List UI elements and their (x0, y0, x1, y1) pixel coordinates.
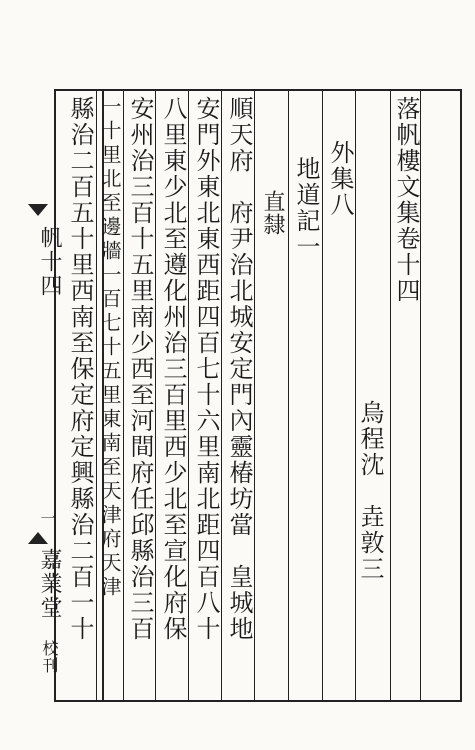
column-divider (188, 89, 189, 700)
column-divider (288, 89, 289, 700)
column-divider (355, 89, 356, 700)
column-divider (155, 89, 156, 700)
column-divider (221, 89, 222, 700)
author-line: 烏程沈 垚敦三 (356, 400, 384, 582)
body-column-3: 八里東少北至遵化州治三百里西少北至宣化府保 (159, 96, 187, 642)
margin-page-mark: 一 (38, 510, 57, 527)
column-divider (390, 89, 391, 700)
margin-publisher-suffix: 校刊 (40, 640, 59, 674)
section-heading: 外集八 (326, 140, 354, 218)
margin-short-title: 帆十四 (37, 226, 62, 298)
chapter-heading: 地道記一 (292, 156, 320, 260)
column-divider (322, 89, 323, 700)
fish-tail-mark-top (28, 204, 48, 216)
subsection-heading: 直隸 (260, 190, 285, 236)
book-title: 落帆樓文集卷十四 (392, 96, 420, 304)
body-column-5: 一十里北至邊牆一百七十五里東南至天津府天津 (98, 96, 122, 600)
body-column-2: 安門外東北東西距四百七十六里南北距四百八十 (192, 96, 220, 642)
fish-tail-mark-bottom (28, 532, 48, 544)
margin-publisher: 嘉業堂 (37, 548, 62, 620)
body-column-1: 順天府 府尹治北城安定門內靈椿坊當 皇城地 (225, 96, 253, 642)
body-column-6: 縣治二百五十里西南至保定府定興縣治二百一十 (66, 96, 94, 642)
body-column-4: 安州治三百十五里南少西至河間府任邱縣治三百 (126, 96, 154, 642)
column-divider (420, 89, 421, 700)
column-divider (254, 89, 255, 700)
